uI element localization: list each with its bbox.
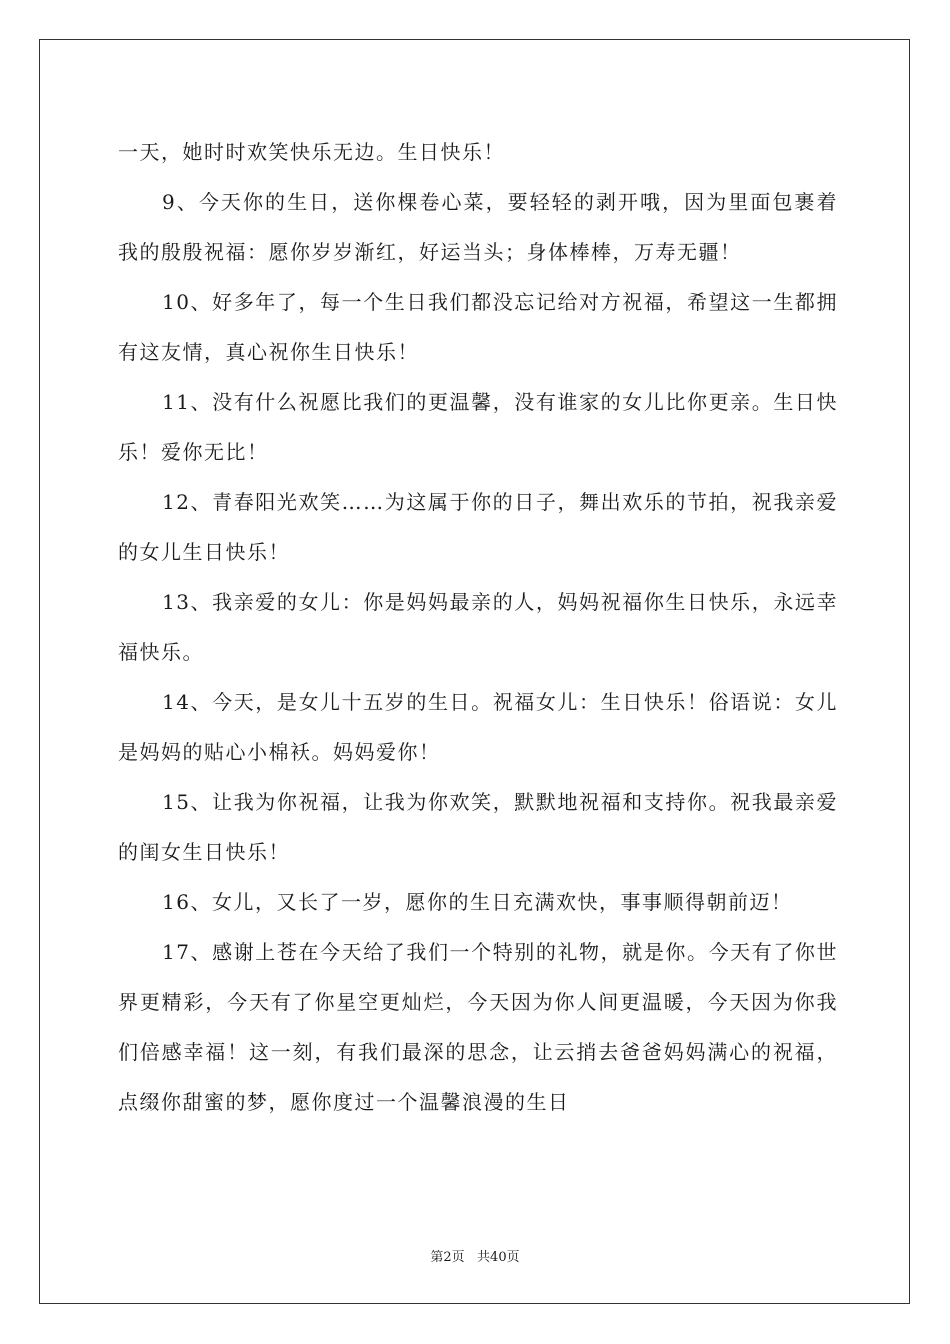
paragraph-item-12: 12、青春阳光欢笑……为这属于你的日子，舞出欢乐的节拍，祝我亲爱的女儿生日快乐！ xyxy=(118,490,838,564)
paragraph-continuation: 一天，她时时欢笑快乐无边。生日快乐！ xyxy=(118,140,505,164)
paragraph-item-16: 16、女儿，又长了一岁，愿你的生日充满欢快，事事顺得朝前迈！ xyxy=(162,890,793,914)
paragraph-item-9: 9、今天你的生日，送你棵卷心菜，要轻轻的剥开哦，因为里面包裹着我的殷殷祝福：愿你岁岁渐红，好运当头；身体棒棒，万寿无疆！ xyxy=(118,190,838,264)
page-number-footer: 第2页 共40页 xyxy=(430,1250,520,1265)
paragraph-item-10: 10、好多年了，每一个生日我们都没忘记给对方祝福，希望这一生都拥有这友情，真心祝你生日快乐！ xyxy=(118,290,838,364)
paragraph-item-17: 17、感谢上苍在今天给了我们一个特别的礼物，就是你。今天有了你世界更精彩，今天有了你星空更灿烂，今天因为你人间更温暖，今天因为你我们倍感幸福！这一刻，有我们最深的思念，让云捎去爸爸妈妈满心的祝福，点缀你甜蜜的梦，愿你度过一个温馨浪漫的生日 xyxy=(118,940,838,1114)
paragraph-item-14: 14、今天，是女儿十五岁的生日。祝福女儿：生日快乐！俗语说：女儿是妈妈的贴心小棉袄。妈妈爱你！ xyxy=(118,690,838,764)
document-body xyxy=(118,127,838,1127)
paragraph-item-15: 15、让我为你祝福，让我为你欢笑，默默地祝福和支持你。祝我最亲爱的闺女生日快乐！ xyxy=(118,790,838,864)
paragraph-item-13: 13、我亲爱的女儿：你是妈妈最亲的人，妈妈祝福你生日快乐，永远幸福快乐。 xyxy=(118,590,838,664)
paragraph-item-11: 11、没有什么祝愿比我们的更温馨，没有谁家的女儿比你更亲。生日快乐！爱你无比！ xyxy=(118,390,838,464)
